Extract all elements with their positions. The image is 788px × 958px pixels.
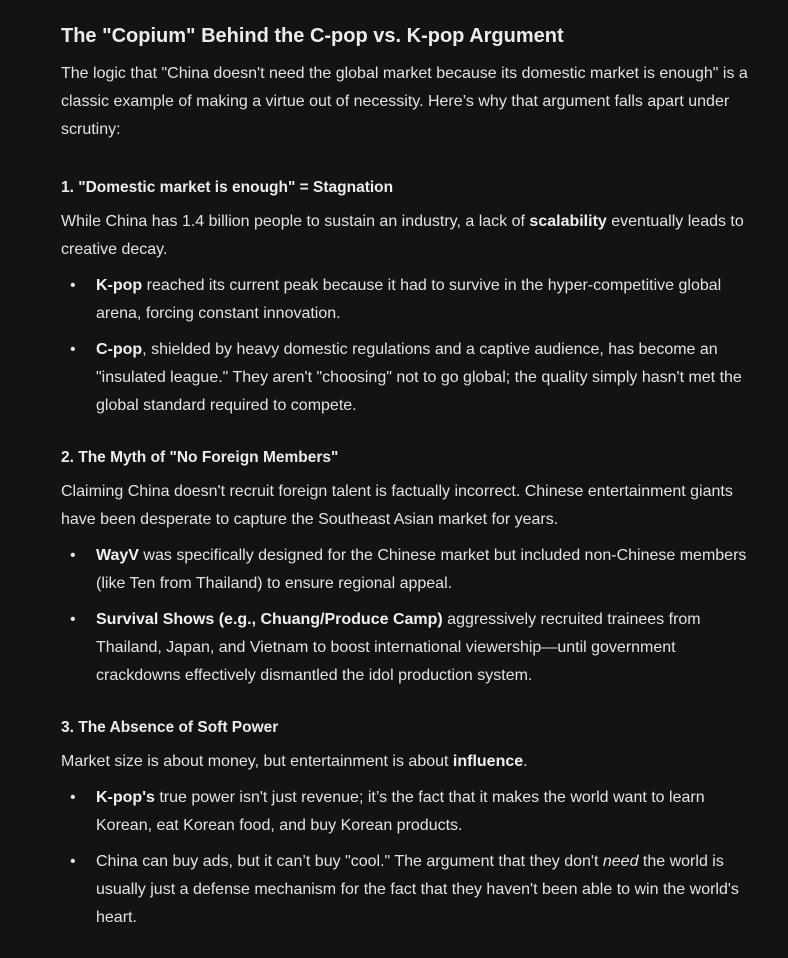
para-text: . bbox=[523, 753, 528, 770]
section-3 bbox=[61, 716, 761, 932]
list-item bbox=[61, 272, 761, 328]
bullet-icon: • bbox=[70, 277, 76, 294]
section-heading: 1. "Domestic market is enough" = Stagnation bbox=[61, 179, 394, 196]
item-bold: K-pop bbox=[96, 277, 143, 294]
intro-paragraph: The logic that "China doesn't need the global market because its domestic market is enough" is a classic example of making a virtue out of necessity. Here’s why that argument falls apart under scrutiny: bbox=[61, 65, 748, 138]
page-title: The "Copium" Behind the C-pop vs. K-pop Argument bbox=[61, 25, 564, 47]
section-heading: 3. The Absence of Soft Power bbox=[61, 719, 279, 736]
para-text: While China has 1.4 billion people to sustain an industry, a lack of bbox=[61, 213, 530, 230]
bullet-icon: • bbox=[70, 611, 76, 628]
item-text: , shielded by heavy domestic regulations and a captive audience, has become an "insulated league." They aren't "choosing" not to go global; the quality simply hasn't met the global standard required to compete. bbox=[96, 341, 742, 414]
item-text: the world is usually just a defense mechanism for the fact that they haven't been able to win the world's heart. bbox=[96, 853, 739, 926]
item-text: true power isn't just revenue; it’s the fact that it makes the world want to learn Korean, eat Korean food, and buy Korean products. bbox=[96, 789, 705, 834]
para-text: eventually leads to creative decay. bbox=[61, 213, 744, 258]
para-bold: scalability bbox=[529, 213, 607, 230]
para-text: Market size is about money, but entertainment is about bbox=[61, 753, 453, 770]
response-content bbox=[61, 22, 761, 958]
list-item bbox=[61, 606, 761, 690]
item-text: was specifically designed for the Chinese market but included non-Chinese members (like Ten from Thailand) to ensure regional appeal. bbox=[96, 547, 747, 592]
bullet-list bbox=[61, 542, 761, 690]
item-bold: K-pop's bbox=[96, 789, 155, 806]
item-bold: C-pop bbox=[96, 341, 143, 358]
item-text: aggressively recruited trainees from Thailand, Japan, and Vietnam to boost international viewership—until government crackdowns effectively dismantled the idol production system. bbox=[96, 611, 701, 684]
bullet-icon: • bbox=[70, 547, 76, 564]
list-item bbox=[61, 784, 761, 840]
section-paragraph bbox=[61, 748, 761, 776]
item-bold: WayV bbox=[96, 547, 139, 564]
section-paragraph: Claiming China doesn't recruit foreign talent is factually incorrect. Chinese entertainment giants have been desperate to capture the Southeast Asian market for years. bbox=[61, 483, 733, 528]
bullet-icon: • bbox=[70, 341, 76, 358]
section-1 bbox=[61, 176, 761, 420]
item-italic: need bbox=[602, 853, 639, 870]
item-bold: Survival Shows (e.g., Chuang/Produce Camp) bbox=[96, 611, 443, 628]
section-heading: 2. The Myth of "No Foreign Members" bbox=[61, 449, 339, 466]
list-item bbox=[61, 848, 761, 932]
para-bold: influence bbox=[452, 753, 524, 770]
bullet-icon: • bbox=[70, 853, 76, 870]
item-text: reached its current peak because it had to survive in the hyper-competitive global arena, forcing constant innovation. bbox=[96, 277, 722, 322]
bullet-list bbox=[61, 784, 761, 932]
bullet-icon: • bbox=[70, 789, 76, 806]
section-paragraph bbox=[61, 208, 761, 264]
section-2 bbox=[61, 446, 761, 690]
item-text: China can buy ads, but it can’t buy "cool." The argument that they don't bbox=[96, 853, 603, 870]
list-item bbox=[61, 542, 761, 598]
list-item bbox=[61, 336, 761, 420]
bullet-list bbox=[61, 272, 761, 420]
